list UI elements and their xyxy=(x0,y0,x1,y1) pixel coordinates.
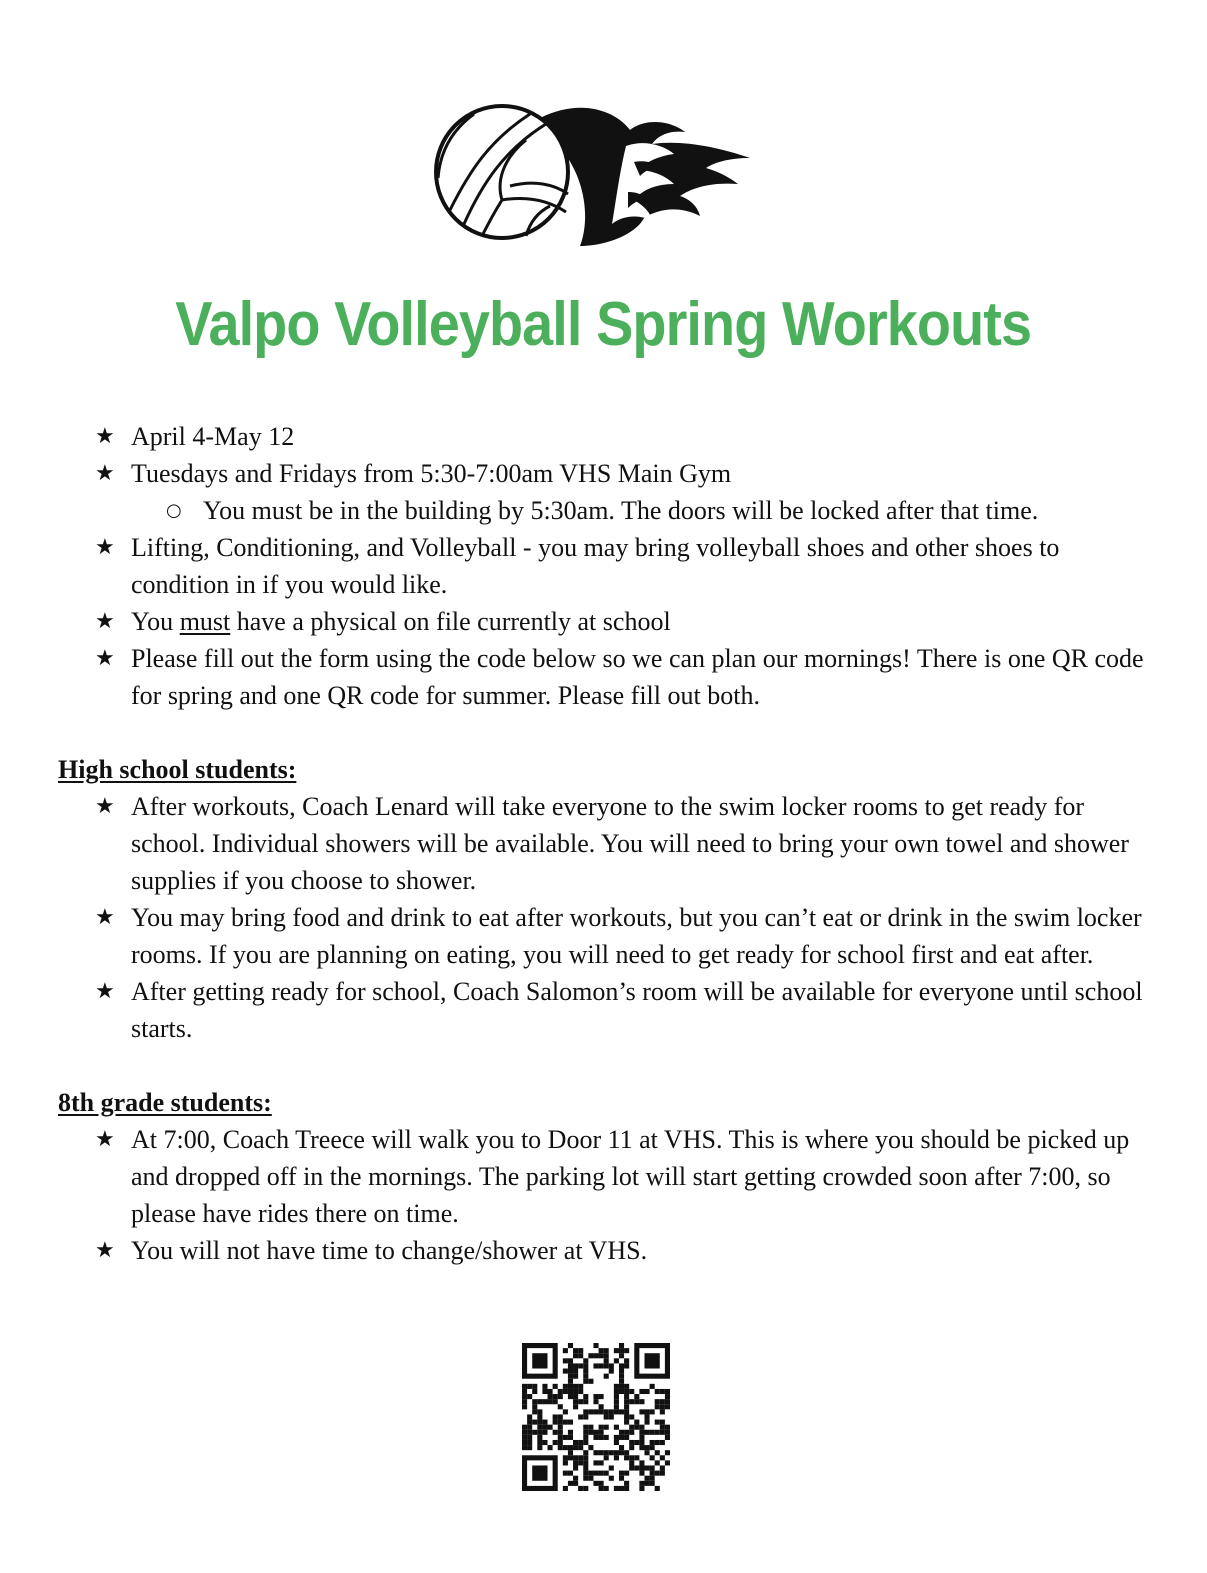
list-item-text: At 7:00, Coach Treece will walk you to Door 11 at VHS. This is where you should be picked up and dropped off in the mornings. The parking lot will start getting crowded soon after 7:00, so please have rides there on time. xyxy=(131,1125,1130,1228)
star-bullet-icon: ★ xyxy=(95,979,115,1004)
physical-text-post: have a physical on file currently at school xyxy=(230,607,671,636)
list-item xyxy=(0,1232,1207,1269)
qr-code-icon[interactable] xyxy=(522,1343,670,1491)
high-school-list xyxy=(0,788,1207,1047)
arrival-note-text: You must be in the building by 5:30am. The doors will be locked after that time. xyxy=(203,496,1039,525)
high-school-heading: High school students: xyxy=(58,755,297,784)
form-note-text: Please fill out the form using the code below so we can plan our mornings! There is one QR code for spring and one QR code for summer. Please fill out both. xyxy=(131,644,1144,710)
physical-text-pre: You xyxy=(131,607,180,636)
activities-text: Lifting, Conditioning, and Volleyball - you may bring volleyball shoes and other shoes to condition in if you would like. xyxy=(131,533,1060,599)
star-bullet-icon: ★ xyxy=(95,1127,115,1152)
star-bullet-icon: ★ xyxy=(95,646,115,671)
eighth-grade-heading: 8th grade students: xyxy=(58,1088,272,1117)
schedule-sublist xyxy=(0,492,1147,529)
dates-text: April 4-May 12 xyxy=(131,422,295,451)
star-bullet-icon: ★ xyxy=(95,424,115,449)
list-item xyxy=(0,529,1207,603)
schedule-text: Tuesdays and Fridays from 5:30-7:00am VHS Main Gym xyxy=(131,459,732,488)
list-item xyxy=(0,788,1207,899)
list-item xyxy=(0,492,1147,529)
list-item xyxy=(0,418,1207,455)
list-item-text: You will not have time to change/shower at VHS. xyxy=(131,1236,648,1265)
list-item xyxy=(0,973,1207,1047)
list-item-text: You may bring food and drink to eat after workouts, but you can’t eat or drink in the swim locker rooms. If you are planning on eating, you will need to get ready for school first and eat after. xyxy=(131,903,1142,969)
star-bullet-icon: ★ xyxy=(95,1238,115,1263)
physical-text-emphasis: must xyxy=(179,607,231,636)
general-list xyxy=(0,418,1207,714)
star-bullet-icon: ★ xyxy=(95,461,115,486)
list-item xyxy=(0,1121,1207,1232)
list-item xyxy=(0,640,1207,714)
star-bullet-icon: ★ xyxy=(95,794,115,819)
content xyxy=(0,418,1207,1269)
eighth-grade-list xyxy=(0,1121,1207,1269)
list-item xyxy=(0,455,1207,529)
list-item xyxy=(0,899,1207,973)
star-bullet-icon: ★ xyxy=(95,609,115,634)
flaming-volleyball-icon xyxy=(430,100,765,248)
list-item xyxy=(0,603,1207,640)
list-item-text: After getting ready for school, Coach Salomon’s room will be available for everyone until school starts. xyxy=(131,977,1143,1043)
circle-bullet-icon: ○ xyxy=(166,500,182,521)
star-bullet-icon: ★ xyxy=(95,905,115,930)
list-item-text: After workouts, Coach Lenard will take everyone to the swim locker rooms to get ready for school. Individual showers will be available. You will need to bring your own towel and shower supplies if you choose to shower. xyxy=(131,792,1129,895)
star-bullet-icon: ★ xyxy=(95,535,115,560)
page-title: Valpo Volleyball Spring Workouts xyxy=(175,290,1032,359)
